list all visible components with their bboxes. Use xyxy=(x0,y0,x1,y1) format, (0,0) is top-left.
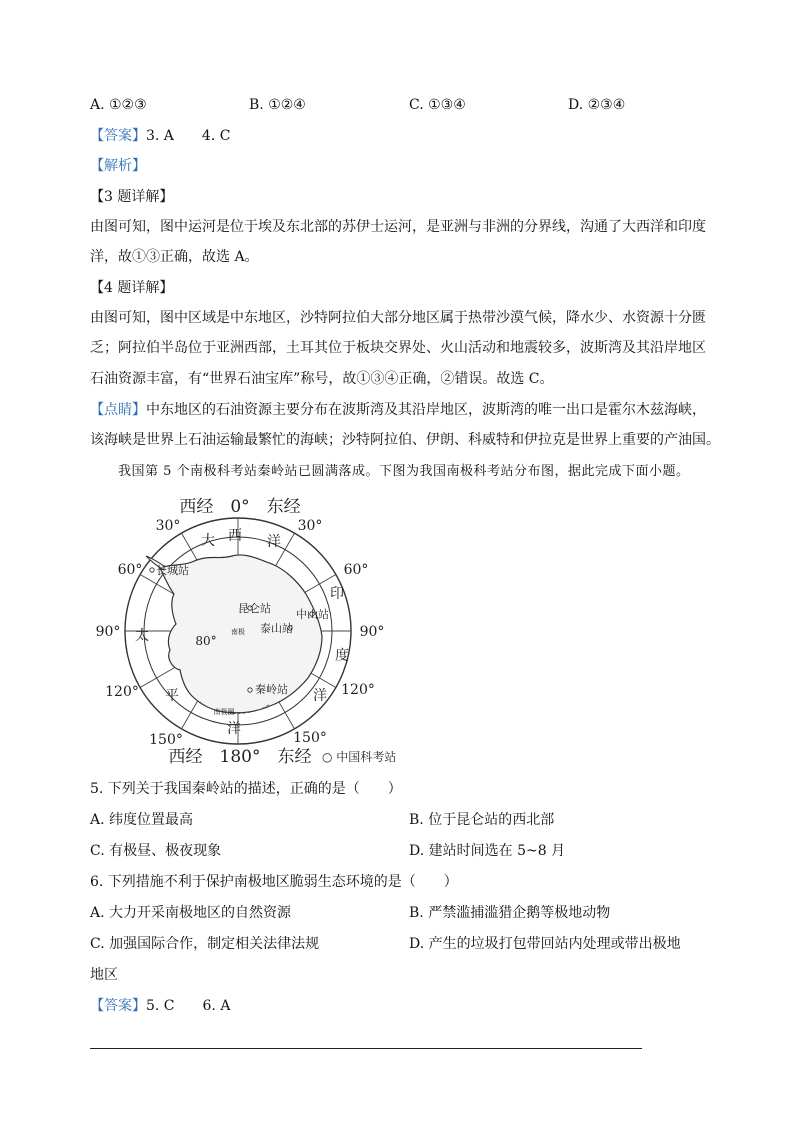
ocean-char-da: 大 xyxy=(201,533,215,549)
answer-line-2 xyxy=(90,996,230,1016)
footer-rule xyxy=(90,1048,642,1049)
lon-label-90e: 90° xyxy=(359,624,385,640)
answer-text: 3. A 4. C xyxy=(146,128,231,144)
analysis-tag: 【解析】 xyxy=(90,158,146,174)
station-taishan: 泰山站 xyxy=(260,622,293,635)
q4-title: 【4 题详解】 xyxy=(90,280,174,296)
q6-option-c: C. 加强国际合作，制定相关法律法规 xyxy=(90,936,320,952)
lon-label-60e: 60° xyxy=(343,562,369,578)
q6-overflow: 地区 xyxy=(90,967,118,983)
option-a: A. ①②③ xyxy=(90,97,147,113)
ocean-char-ping: 平 xyxy=(165,688,179,704)
ocean-char-xi: 西 xyxy=(228,528,242,544)
answer2-tag: 【答案】 xyxy=(90,998,146,1014)
antarctic-station-map xyxy=(95,490,385,776)
ocean-char-du: 度 xyxy=(335,648,349,664)
q4-line-3: 石油资源丰富，有“世界石油宝库”称号，故①③④正确，②错误。故选 C。 xyxy=(90,371,554,387)
lon-label-30e: 30° xyxy=(297,518,323,534)
map-legend: ○ 中国科考站 xyxy=(322,750,397,764)
option-c: C. ①③④ xyxy=(409,97,466,113)
map-bottom-title: 西经 180° 东经 xyxy=(168,747,312,767)
lon-label-120e: 120° xyxy=(341,682,375,698)
station-dot-changcheng xyxy=(150,568,154,572)
q4-line-2: 乏；阿拉伯半岛位于亚洲西部，土耳其位于板块交界处、火山活动和地震较多，波斯湾及其沿岸地区 xyxy=(90,340,706,356)
intro-text: 我国第 5 个南极科考站秦岭站已圆满落成。下图为我国南极科考站分布图，据此完成下面小题。 xyxy=(118,464,690,479)
q5-option-d: D. 建站时间选在 5~8 月 xyxy=(409,843,566,859)
dianjing-line-1 xyxy=(90,400,706,420)
q5-option-a: A. 纬度位置最高 xyxy=(90,812,194,828)
ocean-char-yin: 印 xyxy=(330,586,344,602)
q3-line-1: 由图可知，图中运河是位于埃及东北部的苏伊士运河，是亚洲与非洲的分界线，沟通了大西洋和印度 xyxy=(90,219,706,235)
lon-label-30w: 30° xyxy=(155,518,181,534)
station-qinling: 秦岭站 xyxy=(255,683,288,696)
lon-label-150w: 150° xyxy=(149,732,183,748)
lon-label-150e: 150° xyxy=(293,730,327,746)
station-changcheng: 长城站 xyxy=(156,564,189,577)
lon-label-60w: 60° xyxy=(117,562,143,578)
option-d: D. ②③④ xyxy=(568,97,626,113)
q4-line-1: 由图可知，图中区域是中东地区，沙特阿拉伯大部分地区属于热带沙漠气候，降水少、水资源十分匮 xyxy=(90,310,706,326)
station-dot-qinling xyxy=(248,688,252,692)
answer-tag: 【答案】 xyxy=(90,128,146,144)
option-b: B. ①②④ xyxy=(249,97,306,113)
dianjing-tag: 【点睛】 xyxy=(90,402,146,418)
ice-shelf-label: 南极圈 xyxy=(213,708,235,716)
q6-option-a: A. 大力开采南极地区的自然资源 xyxy=(90,905,292,921)
q5-option-b: B. 位于昆仑站的西北部 xyxy=(409,812,555,828)
lat-label-80: 80° xyxy=(195,634,217,648)
station-kunlun: 昆仑站 xyxy=(238,602,271,615)
ocean-char-tai: 太 xyxy=(135,628,149,644)
dianjing-text-1: 中东地区的石油资源主要分布在波斯湾及其沿岸地区，波斯湾的唯一出口是霍尔木兹海峡， xyxy=(146,402,706,418)
ocean-char-yang-pacific: 洋 xyxy=(227,721,241,737)
q6-option-d: D. 产生的垃圾打包带回站内处理或带出极地 xyxy=(409,936,681,952)
answer2-text: 5. C 6. A xyxy=(146,998,231,1014)
ocean-char-yang-atlantic: 洋 xyxy=(267,534,281,550)
dianjing-line-2: 该海峡是世界上石油运输最繁忙的海峡；沙特阿拉伯、伊朗、科威特和伊拉克是世界上重要的产油国。 xyxy=(90,432,720,448)
q6-option-b: B. 严禁滥捕滥猎企鹅等极地动物 xyxy=(409,905,611,921)
q6-stem: 6. 下列措施不利于保护南极地区脆弱生态环境的是（ ） xyxy=(90,874,458,890)
station-zhongshan: 中山站 xyxy=(296,608,329,621)
q3-title: 【3 题详解】 xyxy=(90,189,174,205)
q5-option-c: C. 有极昼、极夜现象 xyxy=(90,843,222,859)
lon-label-90w: 90° xyxy=(95,624,121,640)
map-top-title: 西经 0° 东经 xyxy=(179,497,301,517)
answer-line-1 xyxy=(90,126,230,146)
q5-stem: 5. 下列关于我国秦岭站的描述，正确的是（ ） xyxy=(90,781,402,797)
lon-label-120w: 120° xyxy=(105,684,139,700)
q3-line-2: 洋，故①③正确，故选 A。 xyxy=(90,249,259,265)
pole-label: 南极 xyxy=(231,628,245,636)
ocean-char-yang-indian: 洋 xyxy=(313,688,327,704)
